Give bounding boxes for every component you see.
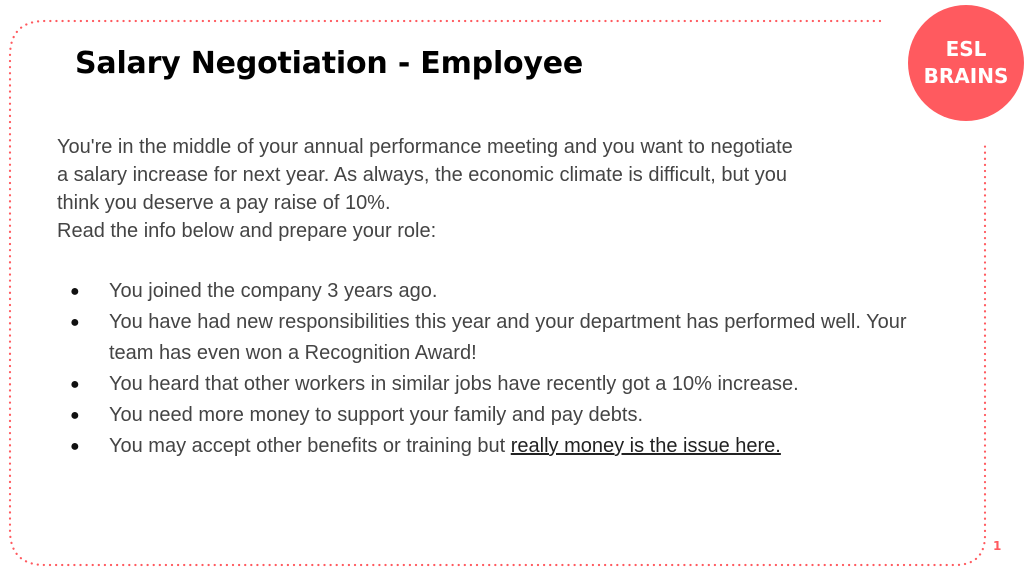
bullet-icon: ● — [70, 376, 80, 393]
bullet-text: You may accept other benefits or training but — [109, 435, 511, 457]
intro-line: You're in the middle of your annual performance meeting and you want to negotiate — [57, 136, 793, 158]
list-item — [57, 276, 937, 307]
bullet-text: You have had new responsibilities this year and your department has performed well. Your team has even won a Recognition Award! — [109, 311, 907, 364]
bullet-text: You joined the company 3 years ago. — [109, 280, 438, 302]
intro-line: Read the info below and prepare your role: — [57, 220, 437, 242]
list-item — [57, 431, 937, 462]
bullet-icon: ● — [70, 283, 80, 300]
bullet-text: You heard that other workers in similar jobs have recently got a 10% increase. — [109, 373, 799, 395]
esl-brains-logo — [908, 5, 1024, 121]
list-item — [57, 400, 937, 431]
intro-line: think you deserve a pay raise of 10%. — [57, 192, 391, 214]
page-title: Salary Negotiation - Employee — [75, 46, 584, 81]
info-bullet-list — [57, 276, 937, 462]
bullet-icon: ● — [70, 314, 80, 331]
page-number: 1 — [993, 539, 1002, 553]
list-item — [57, 369, 937, 400]
bullet-icon: ● — [70, 438, 80, 455]
intro-line: a salary increase for next year. As always, the economic climate is difficult, but you — [57, 164, 787, 186]
bullet-text: You need more money to support your family and pay debts. — [109, 404, 644, 426]
bullet-icon: ● — [70, 407, 80, 424]
logo-line-2: BRAINS — [923, 64, 1009, 88]
intro-paragraph — [57, 133, 947, 245]
list-item — [57, 307, 937, 369]
emphasis-text: really money is the issue here. — [510, 435, 781, 457]
logo-line-1: ESL — [945, 37, 987, 61]
